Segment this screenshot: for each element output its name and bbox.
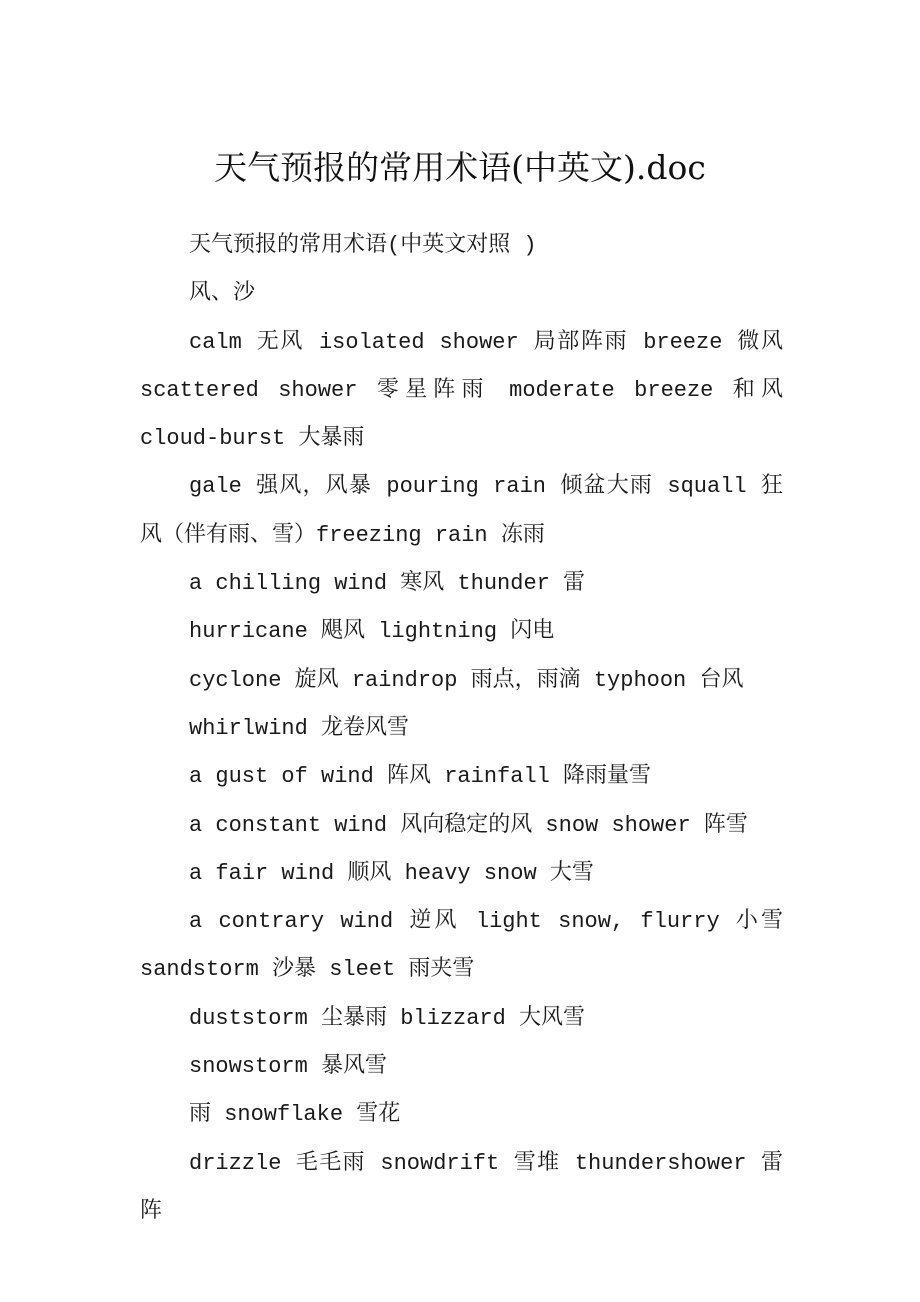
paragraph: a fair wind 顺风 heavy snow 大雪 <box>189 860 594 886</box>
paragraph: whirlwind 龙卷风雪 <box>189 715 410 741</box>
paragraph: duststorm 尘暴雨 blizzard 大风雪 <box>189 1005 586 1031</box>
paragraph: 雨 snowflake 雪花 <box>189 1102 401 1128</box>
paragraph: gale 强风，风暴 pouring rain 倾盆大雨 squall 狂风（伴有雨、雪）freezing rain 冻雨 <box>140 474 783 548</box>
paragraph: hurricane 飓风 lightning 闪电 <box>189 619 555 645</box>
paragraph-section-heading: 风、沙 <box>189 281 256 307</box>
paragraph: snowstorm 暴风雪 <box>189 1054 388 1080</box>
paragraph: a gust of wind 阵风 rainfall 降雨量雪 <box>189 764 652 790</box>
paragraph: a constant wind 风向稳定的风 snow shower 阵雪 <box>189 812 748 838</box>
paragraph-subtitle: 天气预报的常用术语(中英文对照 ) <box>189 233 537 258</box>
document-body <box>140 222 783 1236</box>
paragraph: cyclone 旋风 raindrop 雨点，雨滴 typhoon 台风 <box>189 667 744 693</box>
paragraph: drizzle 毛毛雨 snowdrift 雪堆 thundershower 雷阵 <box>140 1150 783 1224</box>
paragraph: a chilling wind 寒风 thunder 雷 <box>189 571 586 597</box>
paragraph: calm 无风 isolated shower 局部阵雨 breeze 微风 scattered shower 零星阵雨 moderate breeze 和风 cloud-burst 大暴雨 <box>140 329 783 452</box>
paragraph: a contrary wind 逆风 light snow, flurry 小雪 sandstorm 沙暴 sleet 雨夹雪 <box>140 909 783 983</box>
document-title: 天气预报的常用术语(中英文).doc <box>214 148 706 187</box>
